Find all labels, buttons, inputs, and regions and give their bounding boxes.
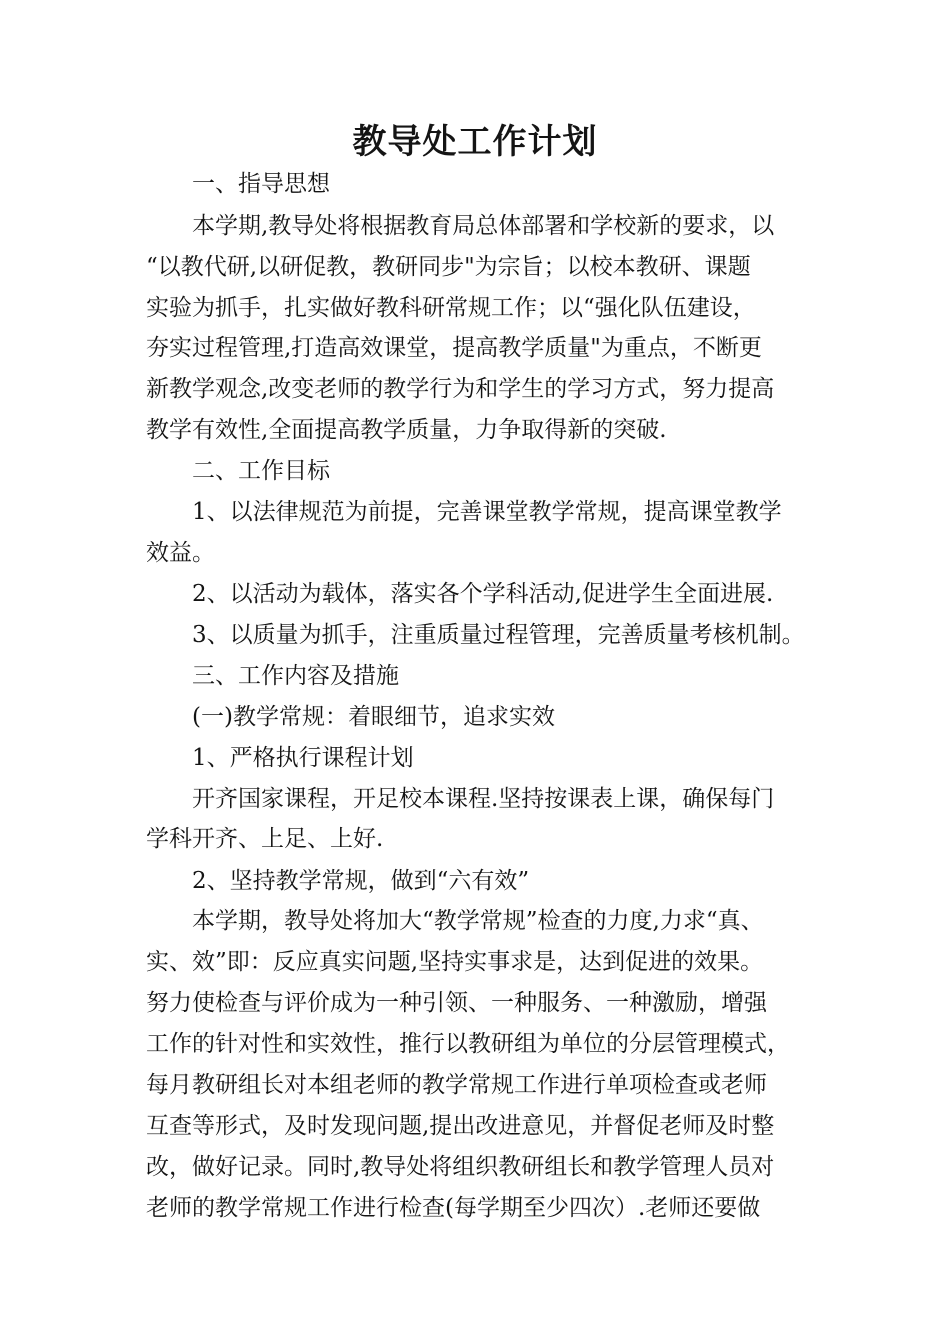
paragraph-line: 互查等形式，及时发现问题,提出改进意见，并督促老师及时整 bbox=[146, 1113, 775, 1139]
paragraph-line: 新教学观念,改变老师的教学行为和学生的学习方式，努力提高 bbox=[146, 376, 775, 402]
goal-item: 3、以质量为抓手，注重质量过程管理，完善质量考核机制。 bbox=[192, 622, 805, 648]
paragraph-line: 教学有效性,全面提高教学质量，力争取得新的突破. bbox=[146, 417, 667, 443]
subheading: (一)教学常规：着眼细节，追求实效 bbox=[192, 704, 555, 730]
page-title: 教导处工作计划 bbox=[352, 122, 598, 162]
paragraph-line: 夯实过程管理,打造高效课堂，提高教学质量"为重点，不断更 bbox=[146, 335, 762, 361]
paragraph-line: 改，做好记录。同时,教导处将组织教研组长和教学管理人员对 bbox=[146, 1154, 775, 1180]
heading-work-goals: 二、工作目标 bbox=[192, 458, 330, 484]
paragraph-line: 本学期,教导处将根据教育局总体部署和学校新的要求，以 bbox=[192, 213, 775, 239]
paragraph-line: 学科开齐、上足、上好. bbox=[146, 826, 384, 852]
heading-guiding-thought: 一、指导思想 bbox=[192, 171, 330, 197]
paragraph-line: 开齐国家课程，开足校本课程.坚持按课表上课，确保每门 bbox=[192, 786, 775, 812]
paragraph-line: 效益。 bbox=[146, 540, 215, 566]
paragraph-line: 实验为抓手，扎实做好教科研常规工作；以“强化队伍建设， bbox=[146, 295, 756, 321]
paragraph-line: 老师的教学常规工作进行检查(每学期至少四次）.老师还要做 bbox=[146, 1195, 761, 1221]
heading-work-content: 三、工作内容及措施 bbox=[192, 663, 399, 689]
subheading: 2、坚持教学常规，做到“六有效” bbox=[192, 868, 530, 894]
paragraph-line: 实、效”即：反应真实问题,坚持实事求是，达到促进的效果。 bbox=[146, 949, 764, 975]
paragraph-line: 每月教研组长对本组老师的教学常规工作进行单项检查或老师 bbox=[146, 1072, 767, 1098]
paragraph-line: 本学期，教导处将加大“教学常规”检查的力度,力求“真、 bbox=[192, 908, 764, 934]
paragraph-line: 努力使检查与评价成为一种引领、一种服务、一种激励，增强 bbox=[146, 990, 767, 1016]
paragraph-line: 工作的针对性和实效性，推行以教研组为单位的分层管理模式， bbox=[146, 1031, 790, 1057]
goal-item: 1、以法律规范为前提，完善课堂教学常规，提高课堂教学 bbox=[192, 499, 782, 525]
goal-item: 2、以活动为载体，落实各个学科活动,促进学生全面进展. bbox=[192, 581, 774, 607]
subheading: 1、严格执行课程计划 bbox=[192, 745, 414, 771]
paragraph-line: “以教代研,以研促教，教研同步"为宗旨；以校本教研、课题 bbox=[146, 254, 751, 280]
